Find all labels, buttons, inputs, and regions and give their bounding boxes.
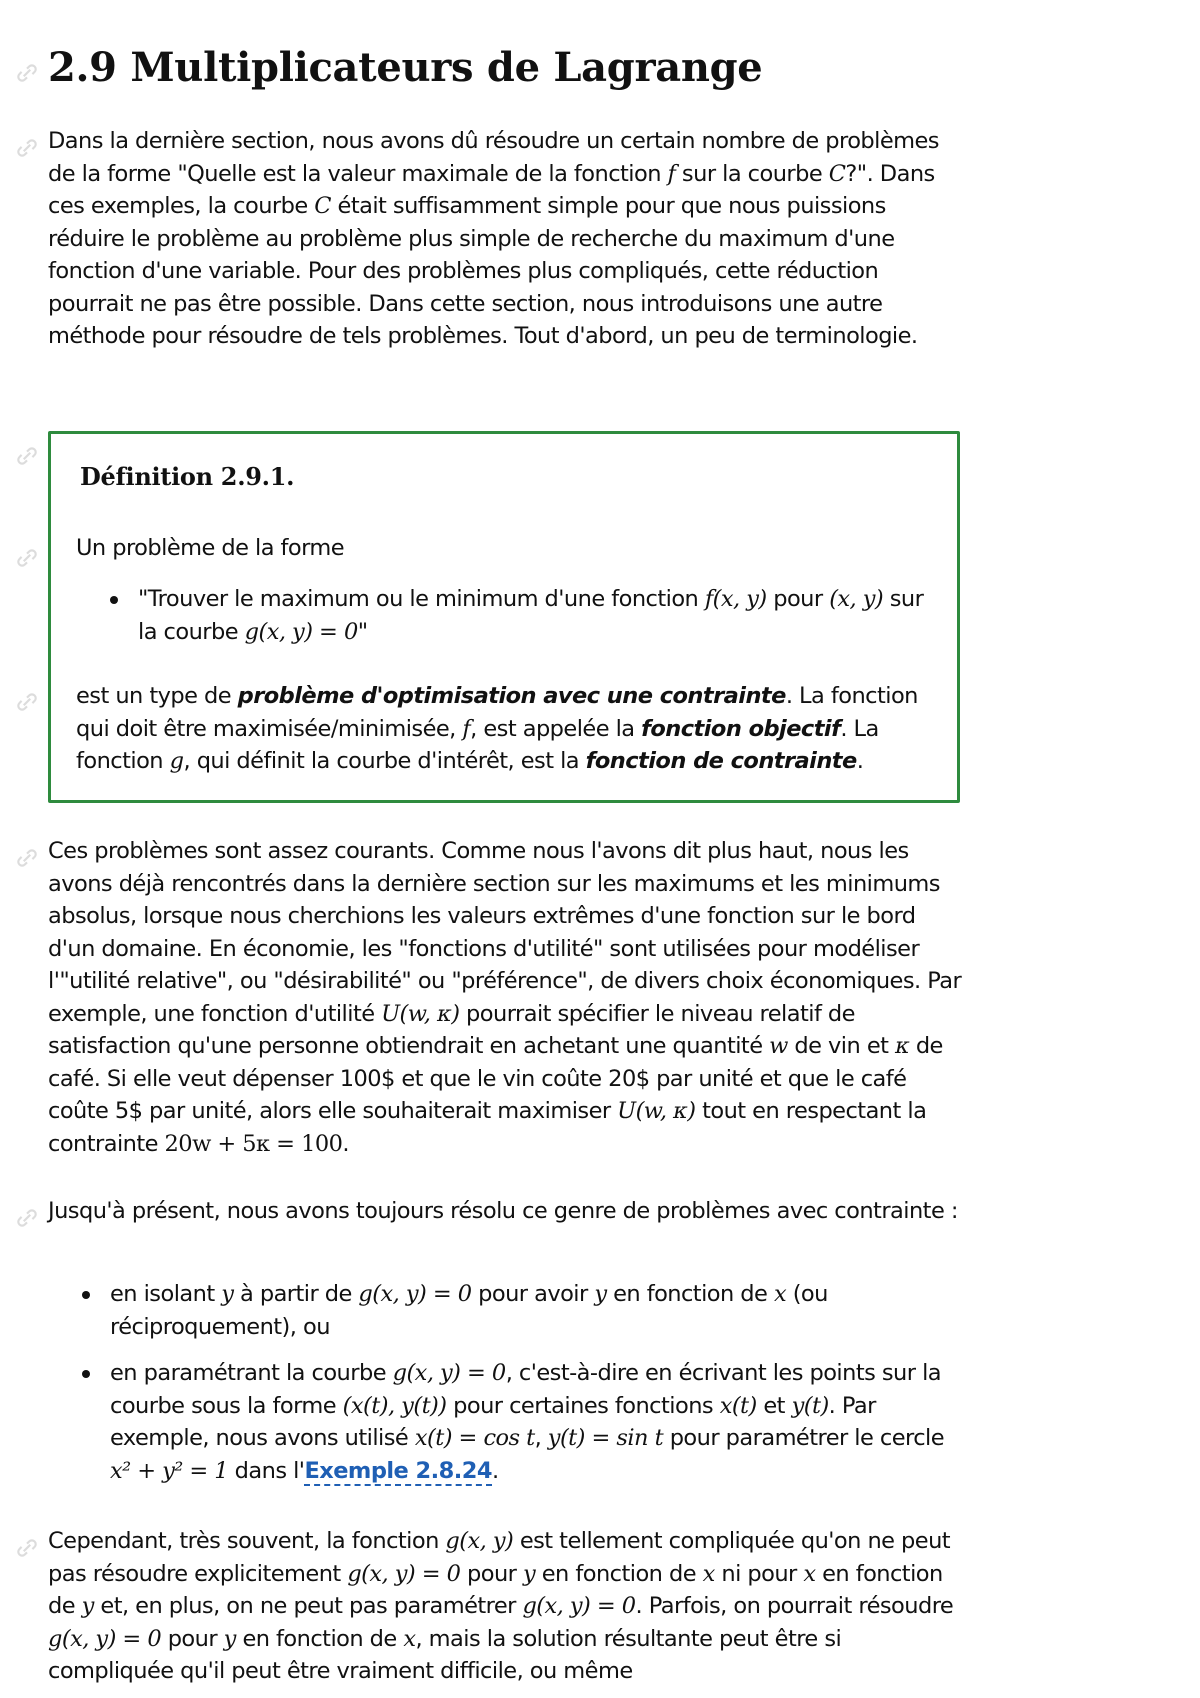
term-constrained-optimization: problème d'optimisation avec une contrainte: [237, 683, 786, 709]
term-objective-function: fonction objectif: [641, 715, 841, 742]
link-anchor-icon[interactable]: [14, 545, 40, 571]
link-anchor-icon[interactable]: [14, 60, 40, 86]
methods-intro-paragraph: Jusqu'à présent, nous avons toujours résolu ce genre de problèmes avec contrainte :: [48, 1198, 958, 1224]
methods-list: [78, 1278, 958, 1487]
intro-paragraph: Dans la dernière section, nous avons dû résoudre un certain nombre de problèmes de la forme "Quelle est la valeur maximale de la fonction f sur la courbe C?". Dans ces exemples, la courbe C était suffisamment simple pour que nous puissions réduire le problème au problème plus simple de recherche du maximum d'une fonction d'une variable. Pour des problèmes plus compliqués, cette réduction pourrait ne pas être possible. Dans cette section, nous introduisons une autre méthode pour résoudre de tels problèmes. Tout d'abord, un peu de terminologie.: [48, 128, 939, 349]
bullet-icon: [110, 596, 118, 604]
list-item: "Trouver le maximum ou le minimum d'une fonction f(x, y) pour (x, y) sur la courbe g(x, y) = 0": [106, 583, 926, 648]
link-anchor-icon[interactable]: [14, 1205, 40, 1231]
definition-list: [106, 583, 926, 648]
list-item: en isolant y à partir de g(x, y) = 0 pour avoir y en fonction de x (ou réciproquement), ou: [78, 1278, 958, 1343]
definition-lead: Un problème de la forme: [76, 535, 345, 561]
definition-body: est un type de problème d'optimisation avec une contrainte. La fonction qui doit être maximisée/minimisée, f, est appelée la fonction objectif. La fonction g, qui définit la courbe d'intérêt, est la fonction de contrainte.: [76, 683, 918, 774]
link-anchor-icon[interactable]: [14, 443, 40, 469]
term-constraint-function: fonction de contrainte: [585, 748, 857, 774]
utility-paragraph: Ces problèmes sont assez courants. Comme nous l'avons dit plus haut, nous les avons déjà rencontrés dans la dernière section sur les maximums et les minimums absolus, lorsque nous cherchions les valeurs extrêmes d'une fonction sur le bord d'un domaine. En économie, les "fonctions d'utilité" sont utilisées pour modéliser l'"utilité relative", ou "désirabilité" ou "préférence", de divers choix économiques. Par exemple, une fonction d'utilité U(w, κ) pourrait spécifier le niveau relatif de satisfaction qu'une personne obtiendrait en achetant une quantité w de vin et κ de café. Si elle veut dépenser 100$ et que le vin coûte 20$ par unité et que le café coûte 5$ par unité, alors elle souhaiterait maximiser U(w, κ) tout en respectant la contrainte 20w + 5κ = 100.: [48, 838, 962, 1157]
link-anchor-icon[interactable]: [14, 689, 40, 715]
definition-title: Définition 2.9.1.: [80, 462, 295, 491]
complications-paragraph: Cependant, très souvent, la fonction g(x, y) est tellement compliquée qu'on ne peut pas résoudre explicitement g(x, y) = 0 pour y en fonction de x ni pour x en fonction de y et, en plus, on ne peut pas paramétrer g(x, y) = 0. Parfois, on pourrait résoudre g(x, y) = 0 pour y en fonction de x, mais la solution résultante peut être si compliquée qu'il peut être vraiment difficile, ou même: [48, 1528, 954, 1684]
bullet-icon: [82, 1370, 90, 1378]
link-anchor-icon[interactable]: [14, 845, 40, 871]
link-anchor-icon[interactable]: [14, 1535, 40, 1561]
example-link[interactable]: Exemple 2.8.24: [304, 1457, 492, 1484]
bullet-icon: [82, 1291, 90, 1299]
list-item: en paramétrant la courbe g(x, y) = 0, c'est-à-dire en écrivant les points sur la courbe sous la forme (x(t), y(t)) pour certaines fonctions x(t) et y(t). Par exemple, nous avons utilisé x(t) = cos t, y(t) = sin t pour paramétrer le cercle x² + y² = 1 dans l'Exemple 2.8.24.: [78, 1357, 958, 1487]
page-title: 2.9 Multiplicateurs de Lagrange: [48, 44, 763, 91]
link-anchor-icon[interactable]: [14, 135, 40, 161]
